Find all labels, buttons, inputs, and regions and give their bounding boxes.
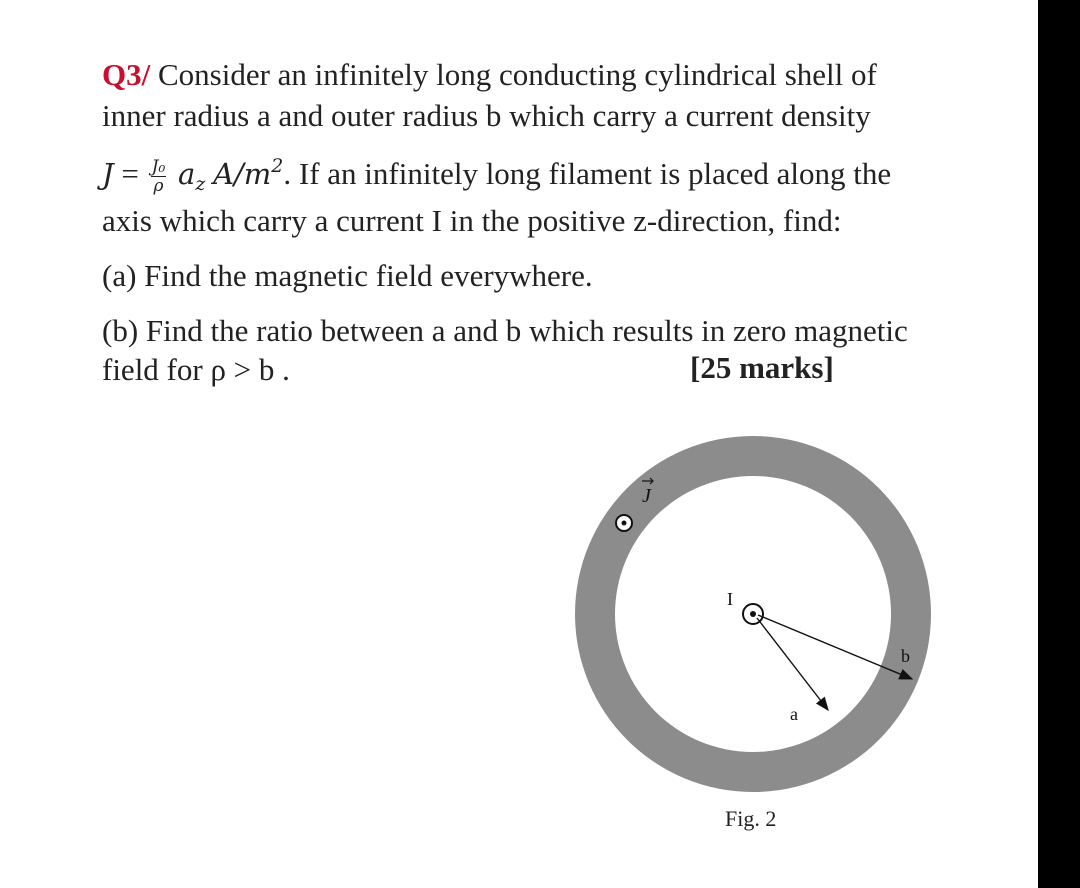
eq-az-sub: z [195,173,206,195]
label-b: b [901,646,910,666]
eq-az-base: a [178,157,196,191]
question-label: Q3/ [102,57,151,92]
label-I: I [727,589,733,609]
label-J: J [642,485,651,507]
eq-unit [213,157,283,191]
part-b-line-1: (b) Find the ratio between a and b which results in zero magnetic [102,313,908,348]
eq-numerator: J₀ [151,157,166,178]
cylindrical-shell-figure [560,425,940,805]
eq-J: J [102,157,114,191]
eq-unit-base: A/m [213,157,272,191]
current-dot [622,521,627,526]
part-b-line-2: field for ρ > b . [102,352,290,387]
filament-dot [750,611,756,617]
question-text-1: Consider an infinitely long conducting cylindrical shell of [157,57,877,92]
eq-unit-sup: 2 [271,155,284,177]
current-density-equation [102,146,891,204]
marks-label: [25 marks] [690,350,834,385]
figure-caption: Fig. 2 [725,806,777,831]
eq-fraction [151,158,167,195]
question-text-3: . If an infinitely long filament is placed along the [283,156,892,191]
part-a: (a) Find the magnetic field everywhere. [102,258,593,293]
question-line-1 [102,55,877,95]
eq-denominator: ρ [153,176,164,197]
question-line-4: axis which carry a current I in the positive z-direction, find: [102,203,842,238]
question-line-2: inner radius a and outer radius b which carry a current density [102,98,871,133]
label-a: a [790,704,798,724]
eq-equals: = [121,156,139,191]
eq-az [178,157,206,195]
